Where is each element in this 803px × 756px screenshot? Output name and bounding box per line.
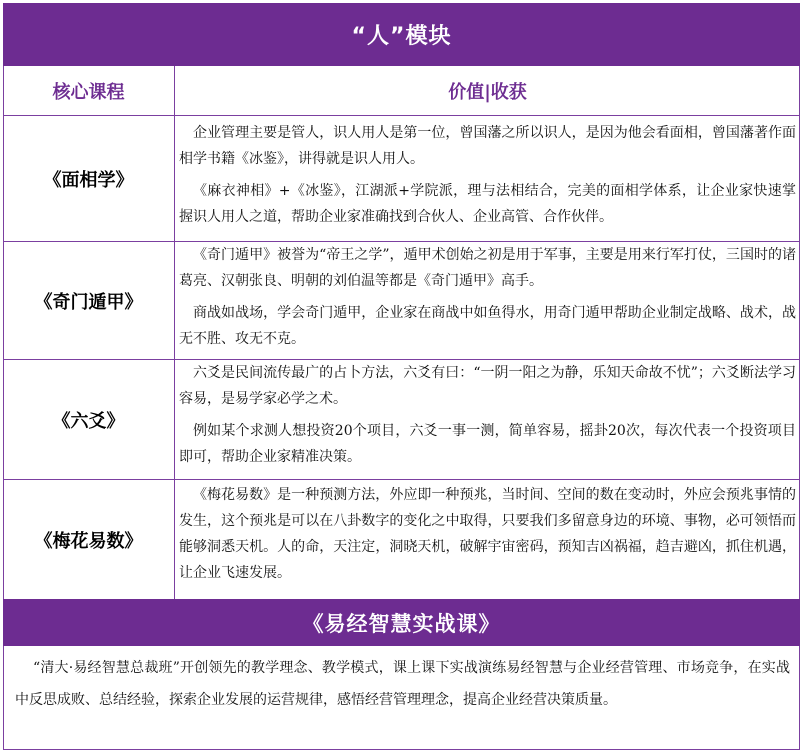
section-title: 《易经智慧实战课》	[3, 599, 800, 646]
table-row	[3, 116, 800, 242]
course-description	[175, 480, 800, 599]
description-paragraph: 《梅花易数》是一种预测方法，外应即一种预兆，当时间、空间的数在变动时，外应会预兆事情的发生，这个预兆是可以在八卦数字的变化之中取得，只要我们多留意身边的环境、事物，必可领悟而能够洞悉天机。人的命，天注定，洞晓天机，破解宇宙密码，预知吉凶祸福，趋吉避凶，抓住机遇，让企业飞速发展。	[179, 487, 796, 581]
course-name: 《奇门遁甲》	[3, 242, 175, 359]
description-paragraph: 商战如战场，学会奇门遁甲，企业家在商战中如鱼得水，用奇门遁甲帮助企业制定战略、战术，战无不胜、攻无不克。	[179, 305, 796, 347]
course-description	[175, 242, 800, 359]
course-name: 《面相学》	[3, 116, 175, 241]
course-description	[175, 116, 800, 241]
course-name: 《梅花易数》	[3, 480, 175, 599]
table-row	[3, 242, 800, 360]
course-name: 《六爻》	[3, 360, 175, 479]
section-body	[3, 646, 800, 750]
column-header-value: 价值|收获	[448, 81, 527, 103]
description-paragraph: 《麻衣神相》+《冰鉴》，江湖派+学院派，理与法相结合，完美的面相学体系，让企业家快速掌握识人用人之道，帮助企业家准确找到合伙人、企业高管、合作伙伴。	[179, 183, 796, 225]
table-header-row	[3, 66, 800, 116]
column-header-course: 核心课程	[3, 66, 175, 115]
description-paragraph: 企业管理主要是管人，识人用人是第一位，曾国藩之所以识人，是因为他会看面相，曾国藩著作面相学书籍《冰鉴》，讲得就是识人用人。	[179, 125, 796, 167]
section-paragraph: “清大·易经智慧总裁班”开创领先的教学理念、教学模式，课上课下实战演练易经智慧与企业经营管理、市场竞争，在实战中反思成败、总结经验，探索企业发展的运营规律，感悟经营管理理念，提高企业经营决策质量。	[15, 660, 790, 708]
table-row	[3, 480, 800, 599]
table-row	[3, 360, 800, 480]
description-paragraph: 例如某个求测人想投资20个项目，六爻一事一测，简单容易，摇卦20次，每次代表一个投资项目即可，帮助企业家精准决策。	[179, 423, 796, 465]
description-paragraph: 《奇门遁甲》被誉为“帝王之学”，遁甲术创始之初是用于军事，主要是用来行军打仗，三国时的诸葛亮、汉朝张良、明朝的刘伯温等都是《奇门遁甲》高手。	[179, 247, 796, 289]
course-description	[175, 360, 800, 479]
module-title: “人”模块	[3, 3, 800, 66]
description-paragraph: 六爻是民间流传最广的占卜方法，六爻有曰：“一阴一阳之为静，乐知天命故不忧”；六爻断法学习容易，是易学家必学之术。	[179, 365, 796, 407]
